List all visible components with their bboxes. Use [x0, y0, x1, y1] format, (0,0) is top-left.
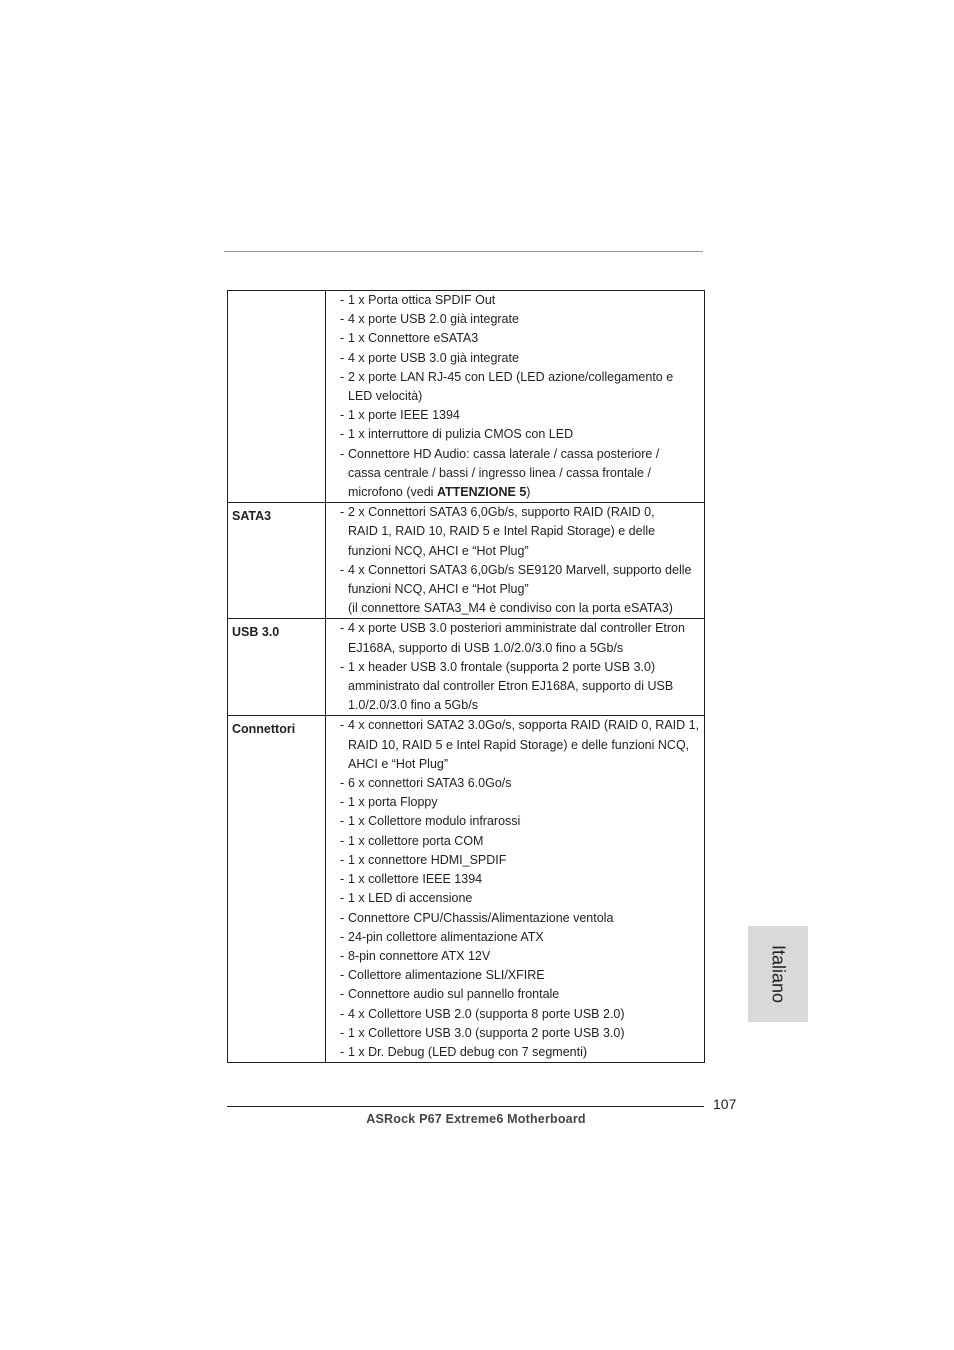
- spec-row: [228, 716, 705, 1063]
- spec-item: [340, 966, 704, 985]
- bullet-dash: -: [340, 505, 345, 520]
- spec-item-text: 2 x Connettori SATA3 6,0Gb/s, supporto RAID (RAID 0,: [348, 505, 655, 520]
- spec-item-text: 1 x Porta ottica SPDIF Out: [348, 293, 496, 307]
- spec-label-cell: [228, 291, 326, 503]
- spec-item-text: 4 x connettori SATA2 3.0Go/s, sopporta RAID (RAID 0, RAID 1,: [348, 718, 700, 733]
- bullet-dash: -: [340, 776, 345, 791]
- bullet-dash: -: [340, 446, 345, 461]
- spec-item: [340, 291, 704, 310]
- spec-item: [340, 947, 704, 966]
- spec-item-text: 2 x porte LAN RJ-45 con LED (LED azione/collegamento e: [348, 369, 674, 384]
- spec-row: [228, 619, 705, 716]
- spec-item-text: 1 x Collettore USB 3.0 (supporta 2 porte USB 3.0): [348, 1025, 625, 1040]
- page-number: 107: [713, 1096, 737, 1112]
- note-prefix: microfono (vedi: [348, 485, 437, 500]
- bottom-rule: [227, 1106, 704, 1107]
- spec-item: [340, 832, 704, 851]
- spec-item: [340, 1005, 704, 1024]
- spec-item: [340, 329, 704, 348]
- bullet-dash: -: [340, 1025, 345, 1040]
- bullet-dash: -: [340, 427, 345, 442]
- spec-row: [228, 291, 705, 503]
- spec-item-list: [326, 716, 704, 1062]
- spec-item: [340, 774, 704, 793]
- language-tab: [748, 926, 808, 1022]
- note-reference: ATTENZIONE 5: [436, 485, 527, 500]
- spec-item-text: 1 x porte IEEE 1394: [348, 408, 460, 423]
- spec-item: [340, 889, 704, 908]
- spec-item: [340, 1024, 704, 1043]
- spec-item-continuation: amministrato dal controller Etron EJ168A, supporto di USB: [348, 679, 674, 694]
- spec-item: [340, 812, 704, 831]
- bullet-dash: -: [340, 910, 345, 925]
- spec-row: [228, 503, 705, 619]
- spec-item: [340, 406, 704, 425]
- spec-item-text: 4 x Collettore USB 2.0 (supporta 8 porte USB 2.0): [348, 1006, 625, 1021]
- spec-item: [340, 851, 704, 870]
- spec-item-list: [326, 619, 704, 715]
- bullet-dash: -: [340, 929, 345, 944]
- spec-table-body: [228, 291, 705, 1063]
- bullet-dash: -: [340, 369, 345, 384]
- spec-label-cell: [228, 503, 326, 619]
- spec-item-continuation: [340, 483, 704, 502]
- bullet-dash: -: [340, 968, 345, 983]
- bullet-dash: -: [340, 718, 345, 733]
- spec-values-cell: [326, 503, 705, 619]
- spec-item: [340, 445, 704, 503]
- spec-item-text: 1 x Dr. Debug (LED debug con 7 segmenti): [348, 1044, 588, 1059]
- spec-item-text: 4 x porte USB 2.0 già integrate: [348, 312, 519, 327]
- spec-item-continuation: EJ168A, supporto di USB 1.0/2.0/3.0 fino a 5Gb/s: [348, 640, 624, 655]
- bullet-dash: -: [340, 621, 345, 636]
- spec-label: SATA3: [232, 509, 272, 524]
- spec-label-cell: [228, 716, 326, 1063]
- spec-item-text: 24-pin collettore alimentazione ATX: [348, 929, 544, 944]
- footer-title: [0, 1112, 954, 1126]
- spec-item: [340, 716, 704, 774]
- spec-item-text: Connettore audio sul pannello frontale: [348, 987, 560, 1002]
- spec-item: [340, 870, 704, 889]
- spec-item-text: 1 x porta Floppy: [348, 795, 438, 810]
- spec-item: [340, 658, 704, 716]
- spec-item-text: 8-pin connettore ATX 12V: [348, 948, 491, 963]
- spec-item-text: 1 x interruttore di pulizia CMOS con LED: [348, 427, 574, 442]
- spec-item-text: 1 x connettore HDMI_SPDIF: [348, 852, 507, 867]
- spec-label-cell: [228, 619, 326, 716]
- spec-item-text: 1 x LED di accensione: [348, 891, 473, 906]
- bullet-dash: -: [340, 1044, 345, 1059]
- spec-item-text: 4 x porte USB 3.0 posteriori amministrate dal controller Etron: [348, 621, 685, 636]
- bullet-dash: -: [340, 659, 345, 674]
- spec-item-text: 1 x Collettore modulo infrarossi: [348, 814, 521, 829]
- top-rule: [224, 251, 703, 252]
- spec-item: [340, 561, 704, 619]
- spec-item: [340, 793, 704, 812]
- footer-text: ASRock P67 Extreme6 Motherboard: [366, 1112, 586, 1126]
- spec-item: [340, 1043, 704, 1062]
- spec-item-text: 4 x Connettori SATA3 6,0Gb/s SE9120 Marvell, supporto delle: [348, 562, 692, 577]
- bullet-dash: -: [340, 852, 345, 867]
- bullet-dash: -: [340, 408, 345, 423]
- spec-item-continuation: RAID 1, RAID 10, RAID 5 e Intel Rapid Storage) e delle: [348, 524, 656, 539]
- bullet-dash: -: [340, 331, 345, 346]
- spec-label: Connettori: [232, 722, 296, 737]
- bullet-dash: -: [340, 872, 345, 887]
- spec-item-continuation: RAID 10, RAID 5 e Intel Rapid Storage) e delle funzioni NCQ,: [348, 737, 690, 752]
- spec-item-continuation: AHCI e “Hot Plug”: [348, 756, 449, 771]
- spec-item-text: 6 x connettori SATA3 6.0Go/s: [348, 776, 512, 791]
- spec-label: [228, 291, 325, 295]
- bullet-dash: -: [340, 795, 345, 810]
- bullet-dash: -: [340, 891, 345, 906]
- spec-table: [227, 290, 705, 1063]
- spec-item-text: Collettore alimentazione SLI/XFIRE: [348, 968, 545, 983]
- spec-item: [340, 503, 704, 561]
- spec-item-text: 1 x collettore porta COM: [348, 833, 484, 848]
- bullet-dash: -: [340, 1006, 345, 1021]
- spec-item-text: 1 x collettore IEEE 1394: [348, 872, 483, 887]
- spec-item-continuation: 1.0/2.0/3.0 fino a 5Gb/s: [348, 698, 478, 713]
- spec-item-continuation: LED velocità): [348, 389, 423, 404]
- spec-item-text: 4 x porte USB 3.0 già integrate: [348, 350, 519, 365]
- bullet-dash: -: [340, 312, 345, 327]
- bullet-dash: -: [340, 350, 345, 365]
- spec-item: [340, 368, 704, 406]
- spec-item: [340, 928, 704, 947]
- spec-item-text: 1 x header USB 3.0 frontale (supporta 2 porte USB 3.0): [348, 659, 656, 674]
- spec-values-cell: [326, 716, 705, 1063]
- spec-item: [340, 909, 704, 928]
- bullet-dash: -: [340, 833, 345, 848]
- spec-item: [340, 425, 704, 444]
- spec-item-text: Connettore CPU/Chassis/Alimentazione ventola: [348, 910, 614, 925]
- spec-item: [340, 985, 704, 1004]
- spec-values-cell: [326, 291, 705, 503]
- spec-item: [340, 310, 704, 329]
- spec-item-continuation: cassa centrale / bassi / ingresso linea / cassa frontale /: [348, 465, 651, 480]
- spec-item-text: Connettore HD Audio: cassa laterale / cassa posteriore /: [348, 446, 660, 461]
- spec-item-text: 1 x Connettore eSATA3: [348, 331, 479, 346]
- spec-item-list: [326, 291, 704, 502]
- spec-item-continuation: funzioni NCQ, AHCI e “Hot Plug”: [348, 582, 529, 597]
- spec-label: USB 3.0: [232, 625, 280, 640]
- bullet-dash: -: [340, 814, 345, 829]
- bullet-dash: -: [340, 562, 345, 577]
- spec-values-cell: [326, 619, 705, 716]
- bullet-dash: -: [340, 948, 345, 963]
- spec-item-list: [326, 503, 704, 618]
- spec-item-continuation: funzioni NCQ, AHCI e “Hot Plug”: [348, 543, 529, 558]
- spec-item-continuation: (il connettore SATA3_M4 è condiviso con la porta eSATA3): [348, 601, 673, 616]
- language-tab-label: Italiano: [768, 944, 789, 1004]
- bullet-dash: -: [340, 293, 345, 307]
- bullet-dash: -: [340, 987, 345, 1002]
- note-suffix: ): [526, 485, 531, 500]
- spec-item: [340, 349, 704, 368]
- spec-item: [340, 619, 704, 657]
